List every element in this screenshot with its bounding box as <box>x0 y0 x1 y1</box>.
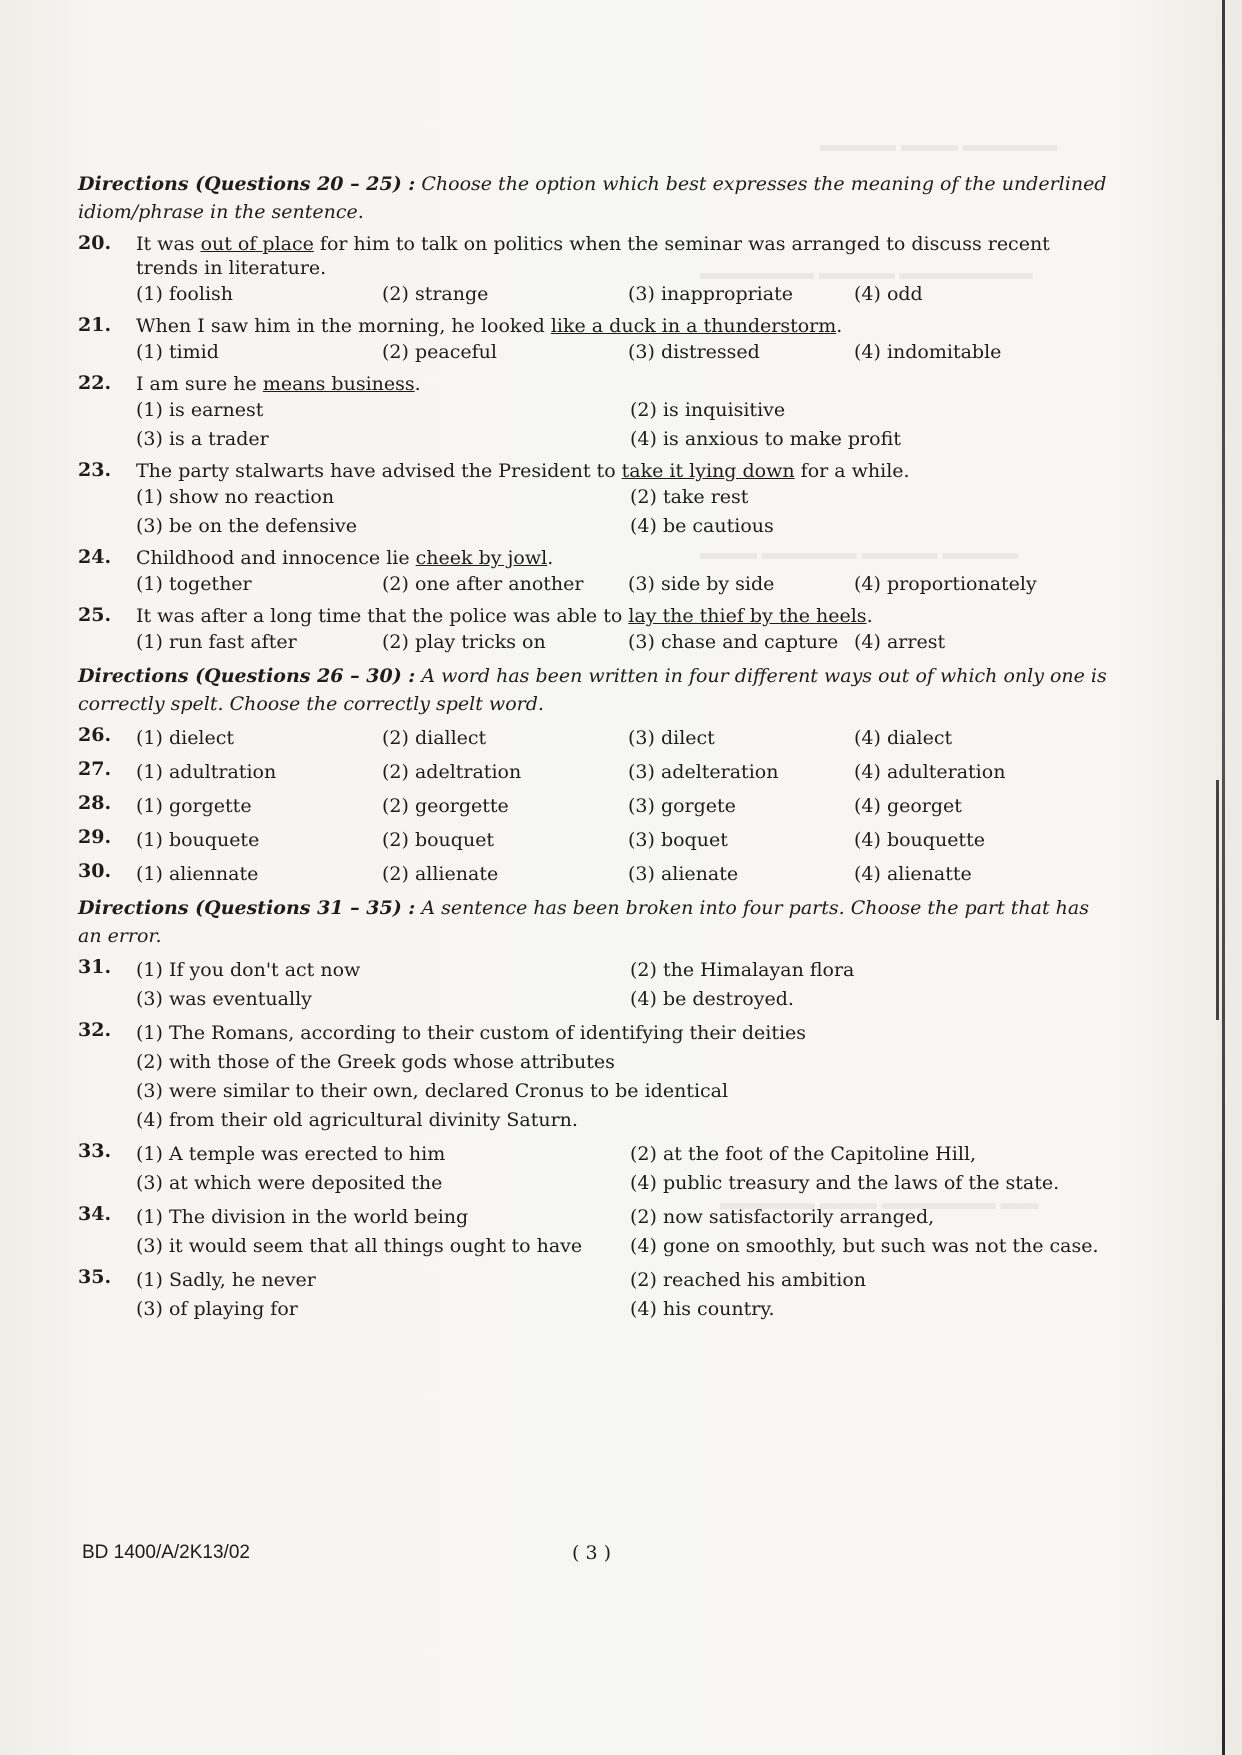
answer-option[interactable]: (1) If you don't act now <box>136 959 361 981</box>
question-number: 32. <box>78 1019 112 1041</box>
answer-option[interactable]: (3) is a trader <box>136 428 269 450</box>
directions-instruction: A sentence has been broken into four parts. Choose the part that has an error. <box>78 897 1089 947</box>
page-number: ( 3 ) <box>572 1542 611 1564</box>
show-through-text: ▬▬▬▬ ▬▬▬ ▬▬▬▬▬ <box>820 135 1058 156</box>
answer-option[interactable]: (2) peaceful <box>382 341 497 363</box>
question-body <box>136 1203 1110 1261</box>
question-number: 27. <box>78 758 112 780</box>
question-item <box>78 860 1110 889</box>
underlined-phrase: lay the thief by the heels <box>628 605 867 627</box>
answer-options <box>136 1266 1110 1324</box>
answer-options <box>136 1019 1110 1135</box>
stem-text: I am sure he <box>136 373 263 395</box>
answer-option[interactable]: (2) now satisfactorily arranged, <box>630 1206 935 1228</box>
answer-options <box>136 860 1110 889</box>
question-number: 22. <box>78 372 112 394</box>
stem-text: . <box>866 605 873 627</box>
question-body <box>136 826 1110 855</box>
question-item <box>78 1019 1110 1135</box>
answer-option[interactable]: (4) dialect <box>854 727 953 749</box>
answer-option[interactable]: (4) odd <box>854 283 923 305</box>
answer-options <box>136 338 1110 367</box>
show-through-text: ▬▬▬▬▬ ▬▬▬ ▬▬▬▬▬▬ ▬▬ <box>720 1193 1039 1214</box>
show-through-text: ▬▬▬ ▬▬▬▬▬ ▬▬▬▬ ▬▬▬▬ <box>700 543 1019 564</box>
answer-option[interactable]: (1) The Romans, according to their custom of identifying their deities <box>136 1022 807 1044</box>
question-stem <box>136 232 1110 280</box>
answer-option[interactable]: (1) A temple was erected to him <box>136 1143 446 1165</box>
answer-option[interactable]: (3) was eventually <box>136 988 312 1010</box>
answer-option[interactable]: (1) adultration <box>136 761 277 783</box>
answer-option[interactable]: (3) chase and capture <box>628 631 839 653</box>
question-stem <box>136 314 1110 338</box>
show-through-text: ▬▬▬▬▬▬ ▬▬▬▬ ▬▬▬▬▬▬▬ <box>700 263 1033 284</box>
answer-option[interactable]: (4) bouquette <box>854 829 985 851</box>
directions-label: Directions (Questions 31 – 35) : <box>78 897 416 919</box>
question-stem <box>136 604 1110 628</box>
page-edge <box>1222 0 1225 1755</box>
answer-option[interactable]: (1) The division in the world being <box>136 1206 469 1228</box>
underlined-phrase: means business <box>262 373 415 395</box>
answer-option[interactable]: (3) alienate <box>628 863 739 885</box>
answer-option[interactable]: (4) indomitable <box>854 341 1002 363</box>
question-item <box>78 1203 1110 1261</box>
answer-option[interactable]: (2) georgette <box>382 795 509 817</box>
answer-option[interactable]: (3) distressed <box>628 341 760 363</box>
answer-option[interactable]: (3) were similar to their own, declared Cronus to be identical <box>136 1080 729 1102</box>
answer-option[interactable]: (2) the Himalayan flora <box>630 959 855 981</box>
question-item <box>78 1266 1110 1324</box>
question-number: 21. <box>78 314 112 336</box>
answer-option[interactable]: (3) of playing for <box>136 1298 298 1320</box>
question-stem <box>136 459 1110 483</box>
underlined-phrase: take it lying down <box>621 460 795 482</box>
answer-option[interactable]: (4) alienatte <box>854 863 972 885</box>
directions-instruction: A word has been written in four different ways out of which only one is correctly spelt. Choose the correctly spelt word. <box>78 665 1107 715</box>
directions-text <box>78 170 1110 226</box>
answer-options <box>136 1203 1110 1261</box>
questions-area <box>78 170 1110 1329</box>
answer-option[interactable]: (3) adelteration <box>628 761 779 783</box>
question-body <box>136 459 1110 541</box>
answer-option[interactable]: (4) gone on smoothly, but such was not the case. <box>630 1235 1099 1257</box>
booklet-code: BD 1400/A/2K13/02 <box>82 1542 250 1563</box>
answer-options <box>136 724 1110 753</box>
question-item <box>78 956 1110 1014</box>
answer-option[interactable]: (3) be on the defensive <box>136 515 357 537</box>
page-edge-mark <box>1216 780 1219 1020</box>
question-item <box>78 459 1110 541</box>
question-number: 29. <box>78 826 112 848</box>
answer-option[interactable]: (2) bouquet <box>382 829 495 851</box>
answer-option[interactable]: (4) his country. <box>630 1298 775 1320</box>
question-item <box>78 232 1110 309</box>
stem-text: The party stalwarts have advised the President to <box>136 460 622 482</box>
answer-options <box>136 792 1110 821</box>
question-item <box>78 826 1110 855</box>
underlined-phrase: like a duck in a thunderstorm <box>550 315 837 337</box>
question-item <box>78 724 1110 753</box>
answer-option[interactable]: (4) public treasury and the laws of the state. <box>630 1172 1060 1194</box>
answer-option[interactable]: (4) is anxious to make profit <box>630 428 901 450</box>
answer-option[interactable]: (2) with those of the Greek gods whose attributes <box>136 1051 615 1073</box>
question-item <box>78 314 1110 367</box>
question-item <box>78 372 1110 454</box>
answer-option[interactable]: (2) is inquisitive <box>630 399 786 421</box>
question-body <box>136 792 1110 821</box>
answer-option[interactable]: (4) be destroyed. <box>630 988 794 1010</box>
question-number: 23. <box>78 459 112 481</box>
answer-options <box>136 396 1110 454</box>
question-body <box>136 1140 1110 1198</box>
question-stem <box>136 546 1110 570</box>
question-body <box>136 604 1110 657</box>
question-number: 20. <box>78 232 112 254</box>
question-body <box>136 860 1110 889</box>
question-item <box>78 1140 1110 1198</box>
answer-option[interactable]: (2) allienate <box>382 863 499 885</box>
stem-text: for him to talk on politics when the seminar was arranged to discuss recent trends in literature. <box>136 233 1050 279</box>
underlined-phrase: cheek by jowl <box>415 547 548 569</box>
answer-option[interactable]: (2) one after another <box>382 573 584 595</box>
answer-option[interactable]: (1) gorgette <box>136 795 252 817</box>
answer-option[interactable]: (2) take rest <box>630 486 749 508</box>
directions-label: Directions (Questions 26 – 30) : <box>78 665 416 687</box>
answer-option[interactable]: (2) play tricks on <box>382 631 546 653</box>
answer-option[interactable]: (1) together <box>136 573 252 595</box>
question-body <box>136 1019 1110 1135</box>
question-number: 33. <box>78 1140 112 1162</box>
answer-options <box>136 570 1110 599</box>
question-number: 35. <box>78 1266 112 1288</box>
directions-text <box>78 894 1110 950</box>
stem-text: for a while. <box>794 460 910 482</box>
answer-options <box>136 628 1110 657</box>
question-body <box>136 724 1110 753</box>
answer-option[interactable]: (1) foolish <box>136 283 234 305</box>
question-item <box>78 604 1110 657</box>
answer-option[interactable]: (4) be cautious <box>630 515 774 537</box>
underlined-phrase: out of place <box>200 233 314 255</box>
answer-option[interactable]: (2) adeltration <box>382 761 522 783</box>
question-body <box>136 314 1110 367</box>
stem-text: Childhood and innocence lie <box>136 547 416 569</box>
answer-options <box>136 280 1110 309</box>
stem-text: It was after a long time that the police was able to <box>136 605 629 627</box>
stem-text: It was <box>136 233 201 255</box>
answer-option[interactable]: (3) dilect <box>628 727 715 749</box>
question-stem <box>136 372 1110 396</box>
answer-option[interactable]: (2) strange <box>382 283 489 305</box>
answer-options <box>136 956 1110 1014</box>
answer-option[interactable]: (1) bouquete <box>136 829 260 851</box>
answer-options <box>136 826 1110 855</box>
question-number: 34. <box>78 1203 112 1225</box>
question-number: 26. <box>78 724 112 746</box>
answer-option[interactable]: (4) proportionately <box>854 573 1037 595</box>
answer-options <box>136 1140 1110 1198</box>
stem-text: . <box>547 547 554 569</box>
question-body <box>136 546 1110 599</box>
question-number: 28. <box>78 792 112 814</box>
answer-options <box>136 758 1110 787</box>
directions-instruction: Choose the option which best expresses the meaning of the underlined idiom/phrase in the sentence. <box>78 173 1107 223</box>
answer-option[interactable]: (1) dielect <box>136 727 235 749</box>
answer-option[interactable]: (1) is earnest <box>136 399 264 421</box>
answer-option[interactable]: (3) boquet <box>628 829 728 851</box>
answer-option[interactable]: (1) Sadly, he never <box>136 1269 316 1291</box>
question-item <box>78 792 1110 821</box>
question-body <box>136 956 1110 1014</box>
answer-option[interactable]: (3) at which were deposited the <box>136 1172 443 1194</box>
directions-label: Directions (Questions 20 – 25) : <box>78 173 416 195</box>
answer-option[interactable]: (2) at the foot of the Capitoline Hill, <box>630 1143 977 1165</box>
answer-option[interactable]: (3) side by side <box>628 573 775 595</box>
question-body <box>136 372 1110 454</box>
answer-option[interactable]: (4) arrest <box>854 631 946 653</box>
answer-option[interactable]: (3) gorgete <box>628 795 736 817</box>
question-number: 31. <box>78 956 112 978</box>
answer-option[interactable]: (3) inappropriate <box>628 283 793 305</box>
directions-text <box>78 662 1110 718</box>
answer-option[interactable]: (1) timid <box>136 341 219 363</box>
answer-option[interactable]: (2) diallect <box>382 727 487 749</box>
answer-option[interactable]: (4) from their old agricultural divinity Saturn. <box>136 1109 578 1131</box>
answer-option[interactable]: (3) it would seem that all things ought to have <box>136 1235 583 1257</box>
stem-text: . <box>414 373 421 395</box>
answer-option[interactable]: (1) show no reaction <box>136 486 335 508</box>
question-body <box>136 232 1110 309</box>
question-body <box>136 1266 1110 1324</box>
stem-text: When I saw him in the morning, he looked <box>136 315 551 337</box>
question-number: 30. <box>78 860 112 882</box>
answer-option[interactable]: (1) aliennate <box>136 863 259 885</box>
answer-option[interactable]: (2) reached his ambition <box>630 1269 867 1291</box>
answer-option[interactable]: (1) run fast after <box>136 631 297 653</box>
question-item <box>78 758 1110 787</box>
answer-options <box>136 483 1110 541</box>
question-body <box>136 758 1110 787</box>
answer-option[interactable]: (4) adulteration <box>854 761 1006 783</box>
question-number: 25. <box>78 604 112 626</box>
stem-text: . <box>836 315 843 337</box>
answer-option[interactable]: (4) georget <box>854 795 962 817</box>
question-item <box>78 546 1110 599</box>
question-number: 24. <box>78 546 112 568</box>
